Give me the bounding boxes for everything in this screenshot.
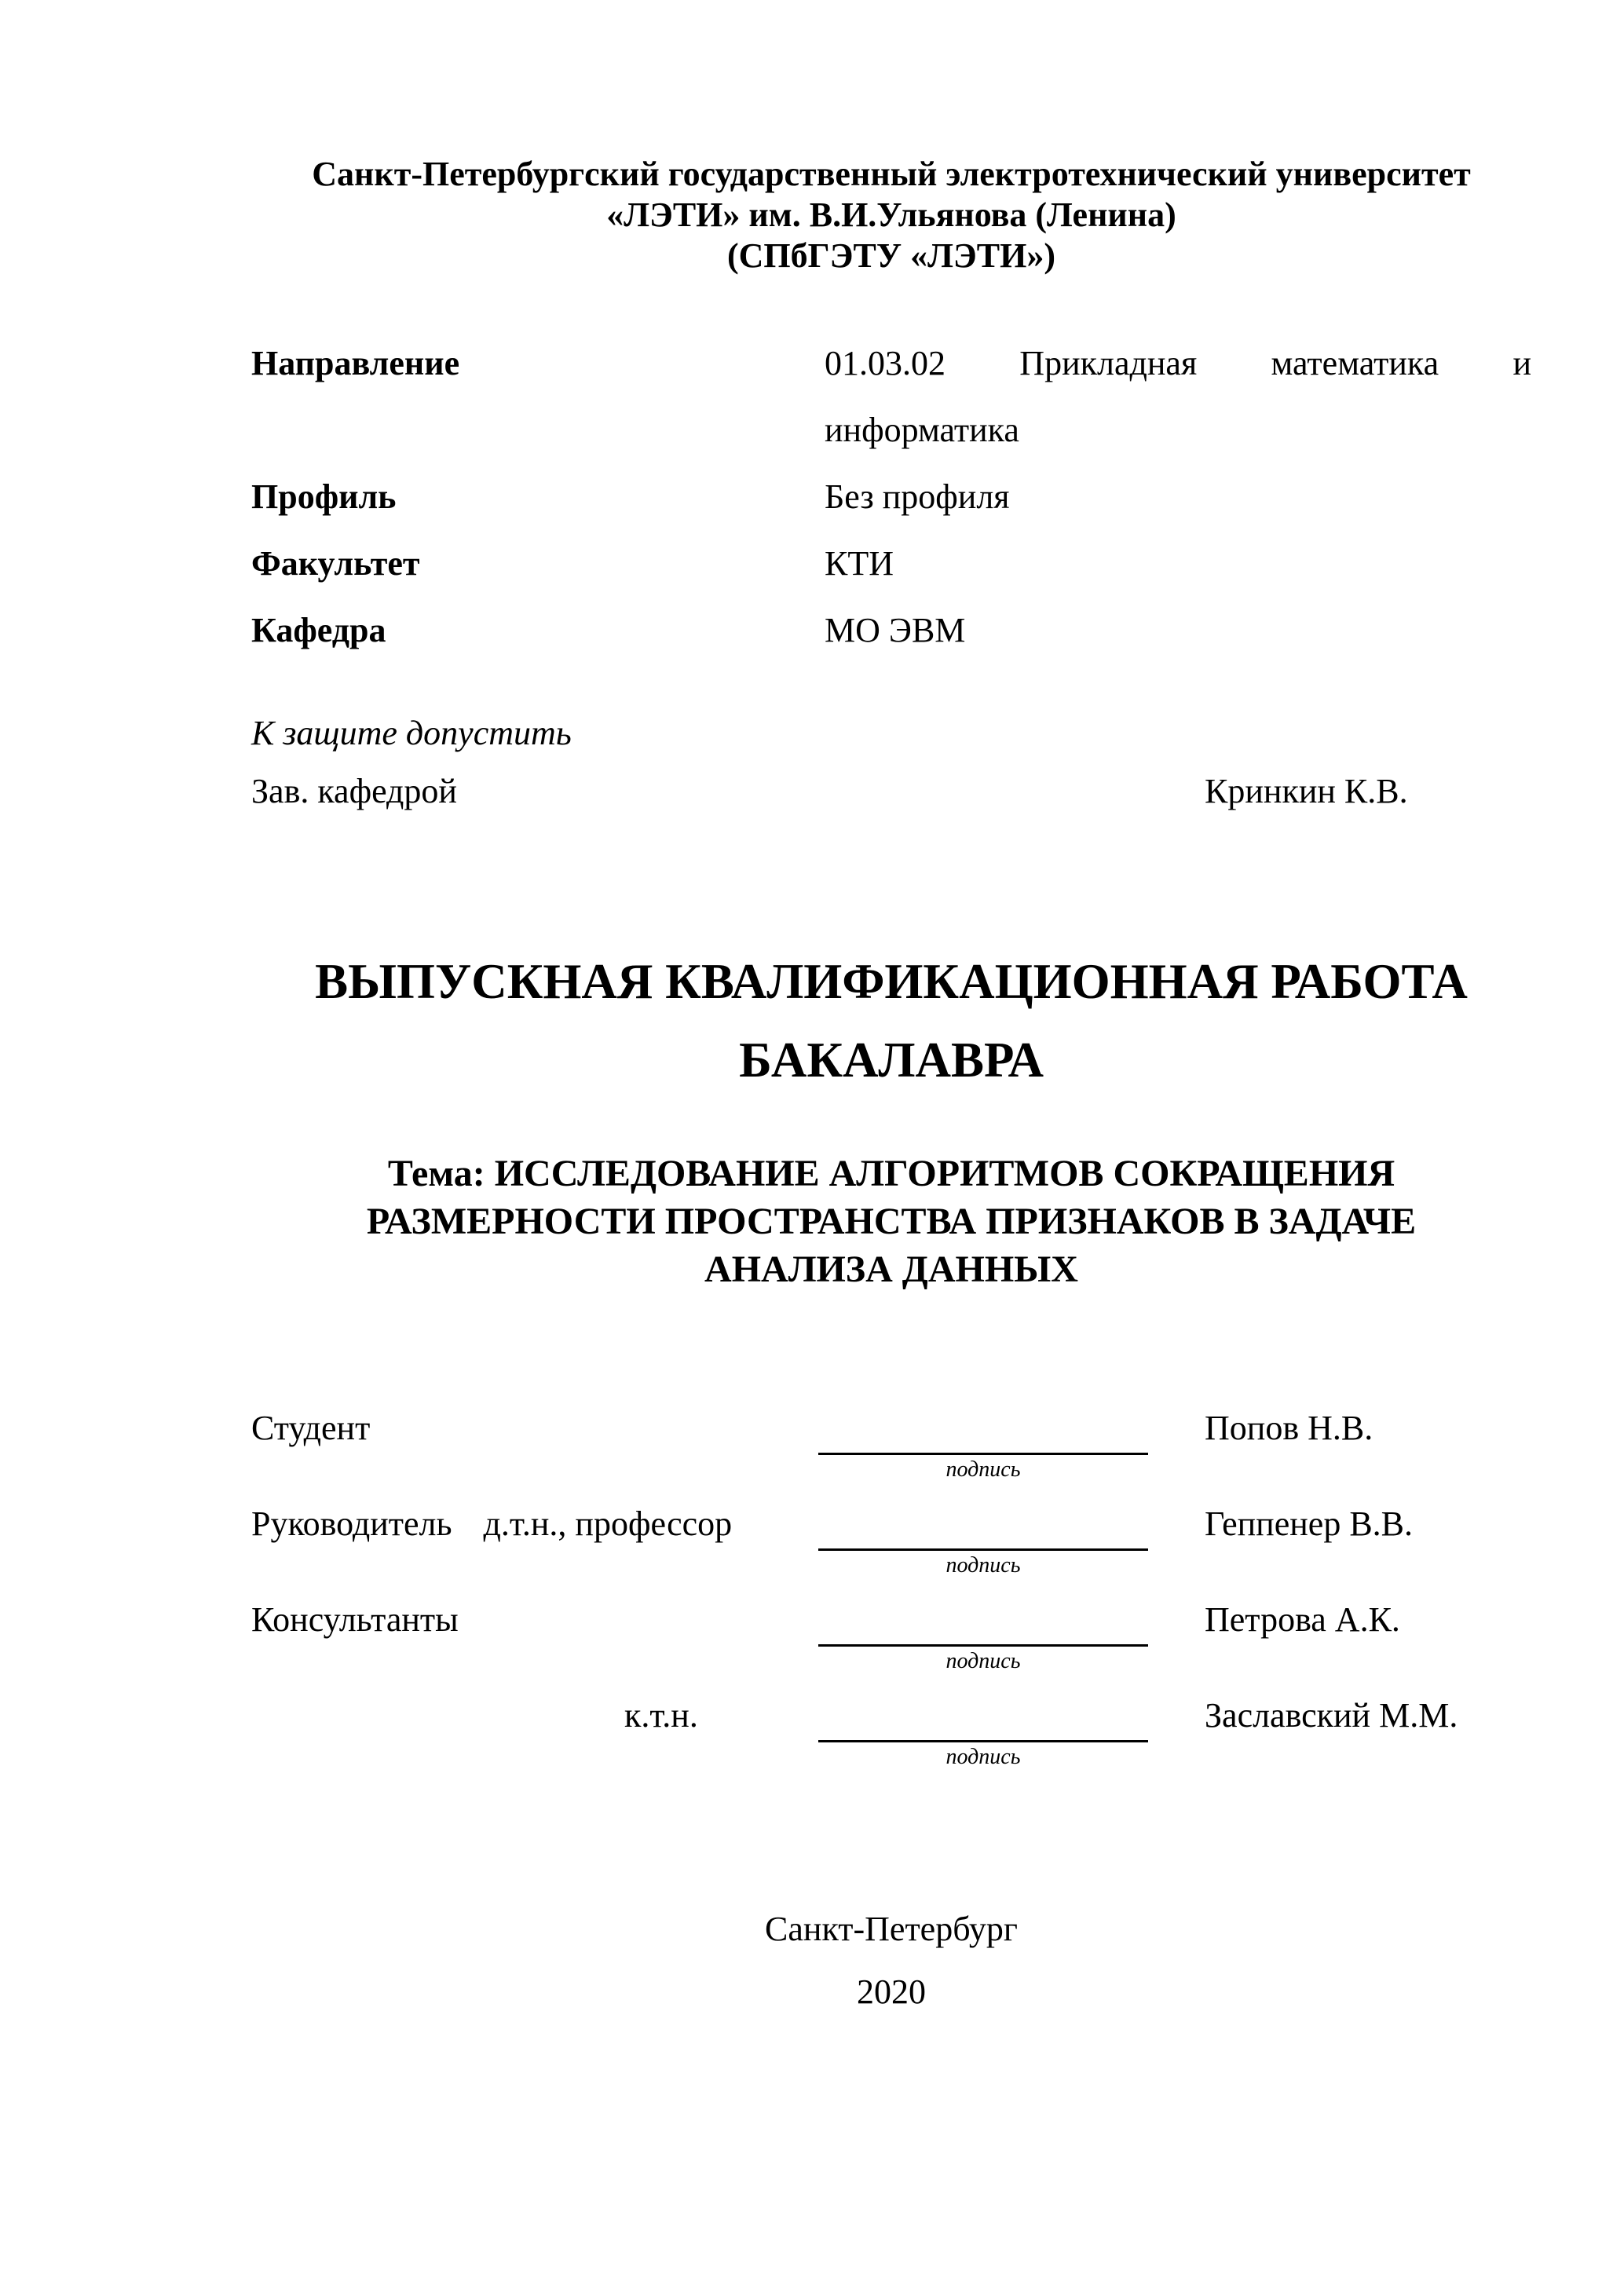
university-header	[251, 154, 1531, 276]
program-info-table	[251, 330, 1531, 664]
role-label: Студент	[251, 1409, 371, 1447]
signature-row-consultant-2	[251, 1695, 1531, 1791]
topic-line: РАЗМЕРНОСТИ ПРОСТРАНСТВА ПРИЗНАКОВ В ЗАДАЧЕ	[366, 1201, 1417, 1242]
supervisor-label	[251, 1504, 818, 1545]
role-label: Руководитель	[251, 1504, 452, 1543]
signature-block	[251, 1408, 1531, 1791]
signature-line	[818, 1740, 1148, 1742]
direction-label: Направление	[251, 344, 460, 382]
year: 2020	[857, 1972, 926, 2011]
supervisor-name: Геппенер В.В.	[1205, 1504, 1414, 1543]
consultant-2-degree-cell	[251, 1695, 818, 1736]
profile-value: Без профиля	[825, 477, 1010, 516]
direction-value-line: 01.03.02 Прикладная математика и	[825, 344, 1531, 382]
signature-line	[818, 1453, 1148, 1455]
city: Санкт-Петербург	[765, 1910, 1018, 1948]
student-label	[251, 1408, 818, 1449]
signature-field	[818, 1600, 1148, 1675]
university-abbreviation: (СПбГЭТУ «ЛЭТИ»)	[727, 236, 1055, 275]
department-label: Кафедра	[251, 611, 386, 649]
faculty-label: Факультет	[251, 544, 420, 583]
consultant-2-name: Заславский М.М.	[1205, 1696, 1458, 1735]
direction-value	[825, 330, 1531, 463]
signature-line	[818, 1548, 1148, 1551]
supervisor-degree: д.т.н., профессор	[483, 1504, 733, 1543]
department-head-name: Кринкин К.В.	[1205, 772, 1408, 810]
signature-caption: подпись	[946, 1553, 1021, 1578]
signature-row-student	[251, 1408, 1531, 1504]
work-title-line: БАКАЛАВРА	[739, 1033, 1044, 1088]
signature-caption: подпись	[946, 1649, 1021, 1673]
topic-title	[251, 1150, 1531, 1293]
role-label: Консультанты	[251, 1600, 459, 1639]
signature-field	[818, 1504, 1148, 1579]
signature-field	[818, 1408, 1148, 1483]
work-title-line: ВЫПУСКНАЯ КВАЛИФИКАЦИОННАЯ РАБОТА	[315, 954, 1468, 1009]
university-name-line: Санкт-Петербургский государственный электротехнический университет	[312, 155, 1471, 193]
signature-row-consultant-1	[251, 1600, 1531, 1695]
topic-line: АНАЛИЗА ДАННЫХ	[704, 1249, 1078, 1290]
footer	[251, 1898, 1531, 2024]
signature-row-supervisor	[251, 1504, 1531, 1600]
student-name: Попов Н.В.	[1205, 1409, 1373, 1447]
signature-line	[818, 1644, 1148, 1647]
profile-label: Профиль	[251, 477, 397, 516]
department-value: МО ЭВМ	[825, 611, 966, 649]
admission-note: К защите допустить	[251, 714, 572, 752]
consultants-label	[251, 1600, 818, 1640]
signature-caption: подпись	[946, 1457, 1021, 1482]
topic-line: Тема: ИССЛЕДОВАНИЕ АЛГОРИТМОВ СОКРАЩЕНИЯ	[387, 1153, 1395, 1194]
signature-field	[818, 1695, 1148, 1771]
university-name-line: «ЛЭТИ» им. В.И.Ульянова (Ленина)	[606, 196, 1176, 234]
signature-caption: подпись	[946, 1745, 1021, 1769]
faculty-value: КТИ	[825, 544, 894, 583]
consultant-1-name: Петрова А.К.	[1205, 1600, 1400, 1639]
direction-value-line: информатика	[825, 411, 1019, 449]
department-head-label: Зав. кафедрой	[251, 772, 457, 810]
consultant-2-degree: к.т.н.	[624, 1696, 698, 1735]
work-title	[251, 942, 1531, 1099]
